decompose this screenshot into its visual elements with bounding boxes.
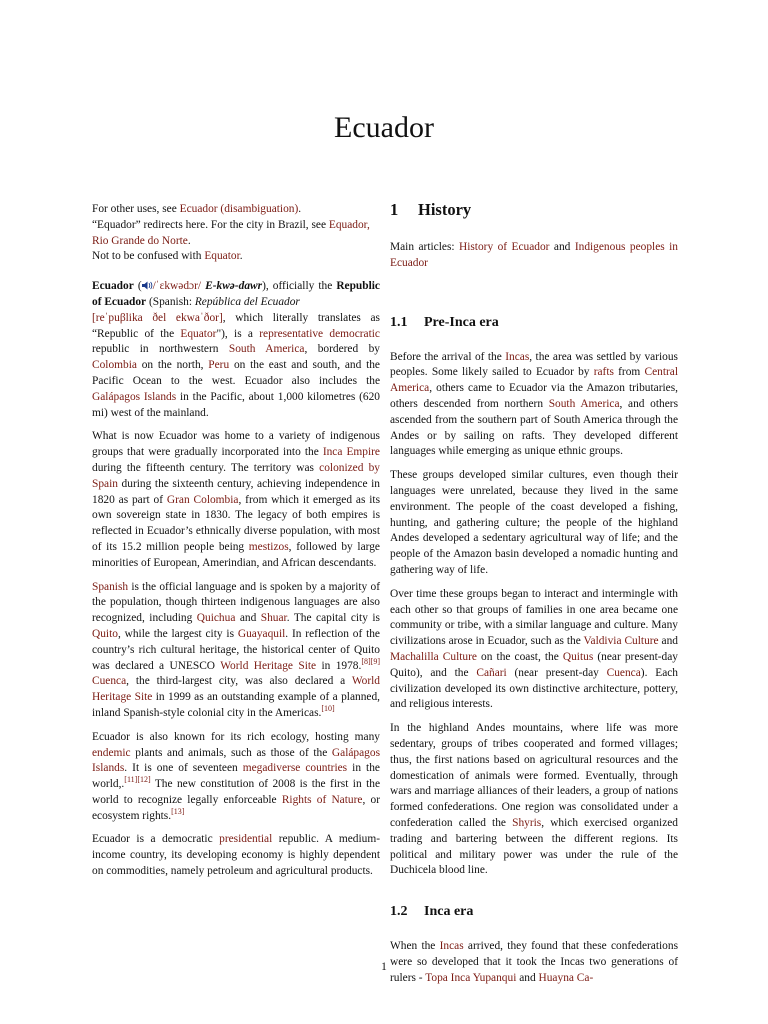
subsection-title: Pre-Inca era <box>424 314 499 330</box>
hatnote-line <box>92 249 380 265</box>
article-subject: Ecuador <box>92 280 134 293</box>
text: in 1978. <box>316 659 362 672</box>
section-number: 1 <box>390 200 399 219</box>
hatnote-text: “Equador” redirects here. For the city in Brazil, see <box>92 218 329 231</box>
link-cuenca[interactable]: Cuenca <box>92 675 127 688</box>
text: is the official language and is spoken by a majority of the population, though thirteen indigenous languages are also recognized, including <box>92 580 380 625</box>
subsection-number: 1.1 <box>390 314 408 330</box>
link-rafts[interactable]: rafts <box>593 366 614 379</box>
text: , which literally translates as “Republic of the <box>92 311 380 340</box>
text: . In reflection of the country’s rich cultural heritage, the historical center of Quito was declared a UNESCO <box>92 627 380 672</box>
hatnote-text: Not to be confused with <box>92 250 205 263</box>
hatnote-text: . <box>187 234 191 247</box>
hatnote <box>92 202 380 265</box>
text: Ecuador is a democratic <box>92 833 220 846</box>
link-inca-empire[interactable]: Inca Empire <box>322 446 380 459</box>
link-endemic[interactable]: endemic <box>92 746 131 759</box>
text: Ecuador is also known for its rich ecology, hosting many <box>92 730 380 743</box>
hatnote-line <box>92 202 380 218</box>
text: . It is one of seventeen <box>124 762 243 775</box>
link-canari[interactable]: Cañari <box>476 666 507 679</box>
text: republic in northwestern <box>92 343 229 356</box>
link-south-america[interactable]: South America <box>548 397 620 410</box>
text: and <box>516 971 539 984</box>
text: , which exercised organized trading and bartering between the different regions. Its political and military power was under the rule of the Duchicela blood line. <box>390 816 679 877</box>
reference-link[interactable]: [11][12] <box>124 775 151 785</box>
pre-inca-paragraph-1 <box>390 350 678 461</box>
text: on the coast, the <box>476 650 563 663</box>
text: What is now Ecuador was home to a variety of indigenous groups that were gradually incorporated into the <box>92 430 380 459</box>
pronunciation-ipa[interactable]: /ˈɛkwədɔr/ <box>152 280 202 293</box>
text: Main articles: <box>390 241 459 253</box>
text: (near present-day <box>506 666 607 679</box>
link-shuar[interactable]: Shuar <box>260 612 287 625</box>
reference-link[interactable]: [10] <box>321 704 335 714</box>
link-huayna-capac[interactable]: Huayna Ca- <box>538 971 594 984</box>
reference-link[interactable]: [8][9] <box>361 656 380 666</box>
link-megadiverse-countries[interactable]: megadiverse countries <box>242 762 348 775</box>
text: , the area was settled by various peoples. Some likely sailed to Ecuador by <box>390 350 678 379</box>
hatnote-text: . <box>298 203 302 215</box>
link-world-heritage-site[interactable]: World Heritage Site <box>220 659 317 672</box>
section-title: History <box>418 200 472 219</box>
speaker-icon[interactable] <box>142 281 153 292</box>
link-machalilla-culture[interactable]: Machalilla Culture <box>390 650 477 663</box>
lead-paragraph-4 <box>92 730 380 825</box>
link-galapagos-islands[interactable]: Galápagos Islands <box>92 390 177 403</box>
link-central-america[interactable]: Central America <box>390 366 679 395</box>
link-peru[interactable]: Peru <box>208 359 230 372</box>
pre-inca-paragraph-4 <box>390 721 678 879</box>
link-quitus[interactable]: Quitus <box>562 650 594 663</box>
subsection-title: Inca era <box>424 904 474 920</box>
link-south-america[interactable]: South America <box>228 343 305 356</box>
link-incas[interactable]: Incas <box>439 940 464 953</box>
text: , others came to Ecuador via the Amazon tributaries, others descended from northern <box>390 382 678 410</box>
text: , bordered by <box>304 343 380 356</box>
text: . The capital city is <box>286 612 380 625</box>
link-equator[interactable]: Equator <box>204 250 240 263</box>
link-representative-democratic[interactable]: representative democratic <box>259 327 380 340</box>
link-guayaquil[interactable]: Guayaquil <box>237 627 286 640</box>
text: on the east and south, and the Pacific Ocean to the west. Ecuador also includes the <box>92 359 380 387</box>
text: republic. A medium-income country, its developing economy is highly dependent on commodities, namely petroleum and agricultural products. <box>92 833 380 878</box>
text: from <box>613 366 645 379</box>
subsection-heading-pre-inca <box>390 314 678 332</box>
text: and <box>235 612 261 625</box>
text: Over time these groups began to interact and intermingle with each other so that groups of families in one area became one community or tribe, with a similar language and culture. Many civilizations arose in Ecuador, such as the <box>390 587 678 648</box>
link-ecuador-disambiguation[interactable]: Ecuador (disambiguation) <box>179 203 299 215</box>
lead-paragraph-1: Ecuador ( /ˈɛkwədɔr/ E-kwə-dawr), officially the Republic of Ecuador (Spanish: República del Ecuador [reˈpuβlika ðel ekwaˈðor], which literally translates as “Republic of the Equator"), is a representative democratic republic in northwestern South America, bordered by Colombia on the north, Peru on the east and south, and the Pacific Ocean to the west. Ecuador also includes the Galápagos Islands in the Pacific, about 1,000 kilometres (620 mi) west of the mainland. <box>92 280 381 419</box>
text: and <box>549 241 575 253</box>
main-articles-note <box>390 240 678 272</box>
hatnote-line <box>92 218 380 250</box>
link-mestizos[interactable]: mestizos <box>248 540 289 553</box>
section-heading-history <box>390 200 678 220</box>
link-gran-colombia[interactable]: Gran Colombia <box>166 493 239 506</box>
link-colombia[interactable]: Colombia <box>92 359 137 372</box>
page-title: Ecuador <box>334 111 434 144</box>
text: in the world,. <box>92 762 380 791</box>
official-name: Republic of Ecuador <box>92 280 380 308</box>
reference-link[interactable]: [13] <box>171 806 185 816</box>
text: ). Each civilization developed its own distinctive architecture, pottery, and religious interests. <box>390 666 678 711</box>
lead-paragraph-2 <box>92 429 380 571</box>
text: , followed by large minorities of European, Amerindian, and African descendants. <box>92 540 380 569</box>
text: plants and animals, such as those of the <box>130 746 332 759</box>
text: during the fifteenth century. The territory was <box>92 461 320 474</box>
pronunciation-respelling: E-kwə-dawr <box>205 280 263 293</box>
link-rights-of-nature[interactable]: Rights of Nature <box>281 793 363 806</box>
spanish-name: República del Ecuador <box>194 295 300 308</box>
text: in the Pacific, about 1,000 kilometres (620 mi) west of the mainland. <box>92 390 381 419</box>
link-equador-rio-grande[interactable]: Equador, Rio Grande do Norte <box>92 218 370 247</box>
text: during the sixteenth century, achieving independence in 1820 as part of <box>92 477 380 506</box>
text: "), is a <box>216 327 260 340</box>
text: , the third-largest city, was also declared a <box>126 675 352 688</box>
pre-inca-paragraph-3 <box>390 587 678 713</box>
text: , and others ascended from the southern part of South America through the Andes or by sailing on rafts. They developed different languages while emerging as unique ethnic groups. <box>390 397 679 458</box>
pre-inca-paragraph-2: These groups developed similar cultures, even though their languages were unrelated, because they lived in the same environment. The people of the coast developed a fishing, hunting, and gathering culture; the people of the highland Andes developed a sedentary agricultural way of life; and the people of the Amazon basin developed a nomadic hunting and gathering way of life. <box>390 469 678 576</box>
link-world-heritage-site[interactable]: World Heritage Site <box>92 675 380 704</box>
link-topa-inca-yupanqui[interactable]: Topa Inca Yupanqui <box>425 971 517 984</box>
hatnote-text: . <box>239 250 243 263</box>
lead-paragraph-5 <box>92 832 380 879</box>
subsection-heading-inca <box>390 903 678 921</box>
subsection-number: 1.2 <box>390 904 408 920</box>
text: When the <box>390 940 440 953</box>
lead-paragraph-3 <box>92 580 380 722</box>
text: in 1999 as an outstanding example of a planned, inland Spanish-style colonial city in the Americas. <box>92 691 381 719</box>
hatnote-text: For other uses, see <box>92 203 180 215</box>
link-incas[interactable]: Incas <box>505 350 530 363</box>
link-cuenca[interactable]: Cuenca <box>606 666 641 679</box>
left-column <box>92 202 380 888</box>
spanish-ipa[interactable]: [reˈpuβlika ðel ekwaˈðor] <box>92 311 223 324</box>
text: The new constitution of 2008 is the first in the world to recognize legally enforceable <box>92 778 380 806</box>
text: Before the arrival of the <box>390 350 506 363</box>
link-quito[interactable]: Quito <box>92 627 118 640</box>
right-column <box>390 200 678 994</box>
text: In the highland Andes mountains, where life was more sedentary, groups of tribes cooperated and formed villages; thus, the first nations based on agricultural resources and the domestication of animals were formed. Eventually, through wars and marriage alliances of their leaders, a group of nations formed confederations. One region was consolidated under a confederation called the <box>390 722 678 829</box>
link-equator[interactable]: Equator <box>180 327 217 340</box>
link-colonized-by-spain[interactable]: colonized by Spain <box>92 461 380 490</box>
text: (Spanish: <box>146 295 195 308</box>
text: arrived, they found that these confederations were so developed that it took the Incas two generations of rulers - <box>390 940 679 984</box>
page-number: 1 <box>381 961 387 973</box>
text: , from which it emerged as its own sovereign state in 1830. The legacy of both empires is reflected in Ecuador’s ethnically diverse population, with most of its 15.2 million people being <box>92 493 381 553</box>
link-quichua[interactable]: Quichua <box>196 612 236 625</box>
link-shyris[interactable]: Shyris <box>512 816 542 829</box>
link-valdivia-culture[interactable]: Valdivia Culture <box>583 635 659 648</box>
text: , or ecosystem rights. <box>92 793 380 822</box>
text: and <box>658 635 678 648</box>
text: (near present-day Quito), and the <box>390 650 678 679</box>
link-history-of-ecuador[interactable]: History of Ecuador <box>458 241 550 253</box>
text: , while the largest city is <box>117 627 238 640</box>
link-indigenous-peoples-in-ecuador[interactable]: Indigenous peoples in Ecuador <box>390 241 678 269</box>
text: on the north, <box>136 359 209 372</box>
link-spanish[interactable]: Spanish <box>92 580 129 593</box>
text: ), officially the <box>262 280 337 293</box>
link-galapagos-islands[interactable]: Galápagos Islands <box>92 746 380 775</box>
link-presidential[interactable]: presidential <box>219 833 273 846</box>
